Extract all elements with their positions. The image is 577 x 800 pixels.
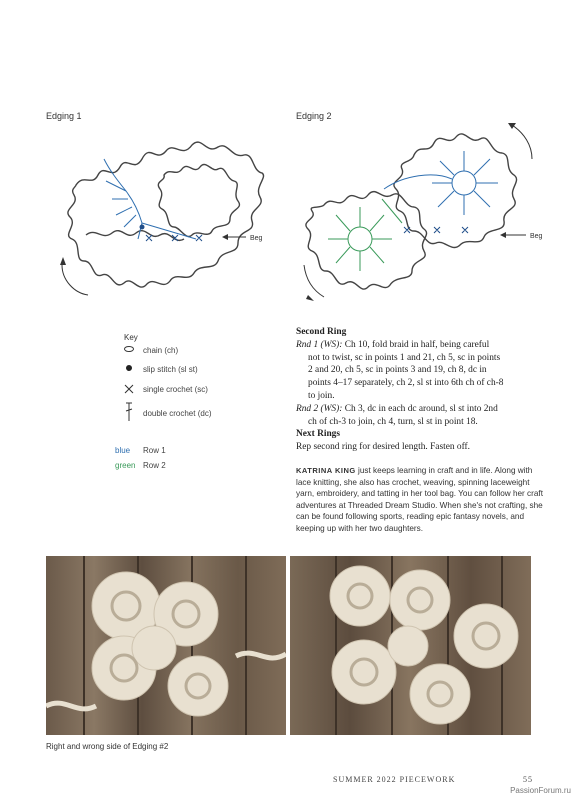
next-rings-heading: Next Rings — [296, 429, 341, 440]
key-row2-label: Row 2 — [143, 461, 166, 470]
pattern-text — [296, 326, 542, 454]
rnd1-line: 2 and 20, ch 5, sc in points 3 and 19, ch 8, dc in — [308, 365, 487, 376]
photo-caption: Right and wrong side of Edging #2 — [46, 742, 169, 751]
key-color-blue: blue — [115, 446, 131, 455]
edging1-slip-stitch — [140, 225, 145, 230]
slip-stitch-icon — [122, 364, 136, 374]
edging2-title: Edging 2 — [296, 111, 332, 121]
footer-issue: SUMMER 2022 PIECEWORK — [333, 775, 456, 784]
rnd1-line: not to twist, sc in points 1 and 21, ch 5, sc in points — [308, 352, 501, 363]
edging1-braid-inner — [158, 164, 239, 236]
rnd2-line: ch of ch-3 to join, ch 4, turn, sl st in point 18. — [308, 416, 478, 427]
next-rings-text: Rep second ring for desired length. Fasten off. — [296, 442, 471, 453]
rnd1-text: Ch 10, fold braid in half, being careful — [344, 339, 490, 350]
edging1-diagram — [46, 115, 276, 300]
rnd2-text: Ch 3, dc in each dc around, sl st into 2nd — [344, 403, 498, 414]
key-color-green: green — [115, 461, 136, 470]
chain-icon — [122, 345, 136, 355]
key-double-crochet-label: double crochet (dc) — [143, 409, 212, 418]
rnd1-line: points 4–17 separately, ch 2, sl st into 6th ch of ch-8 — [308, 378, 504, 389]
photo-right-side — [46, 556, 286, 735]
author-bio-text: just keeps learning in craft and in life. Along with lace knitting, she also has crochet, weaving, spinning laceweight yarn, embroidery, and tatting in her tool bag. You can follow her craft adventures at Threaded Dream Studio. When she's not crafting, she can be found following sports, reading epic fantasy novels, and keeping up with her two daughters. — [296, 466, 543, 533]
edging2-braid-lower — [306, 192, 427, 289]
single-crochet-icon — [122, 384, 136, 396]
edging2-beg-label: Beg — [530, 233, 543, 240]
author-name: KATRINA KING — [296, 466, 356, 475]
key-row1-label: Row 1 — [143, 446, 166, 455]
edging2-diagram — [284, 115, 549, 305]
key-chain-label: chain (ch) — [143, 346, 179, 355]
edging1-braid-lower — [86, 231, 184, 241]
key-single-crochet-label: single crochet (sc) — [143, 385, 208, 394]
edging1-beg-label: Beg — [250, 235, 263, 242]
rnd2-paragraph — [296, 403, 542, 429]
photo-wrong-side — [290, 556, 531, 735]
rnd1-line: to join. — [308, 390, 335, 401]
second-ring-heading: Second Ring — [296, 327, 347, 337]
rnd1-paragraph — [296, 339, 542, 403]
double-crochet-icon — [122, 401, 136, 425]
edging1-title: Edging 1 — [46, 111, 82, 121]
key-slip-stitch-label: slip stitch (sl st) — [143, 365, 198, 374]
page-number: 55 — [523, 775, 533, 784]
watermark: PassionForum.ru — [510, 786, 571, 795]
author-bio — [296, 465, 544, 535]
rnd1-label: Rnd 1 (WS): — [296, 339, 343, 350]
rnd2-label: Rnd 2 (WS): — [296, 403, 343, 414]
key-title: Key — [124, 333, 138, 342]
